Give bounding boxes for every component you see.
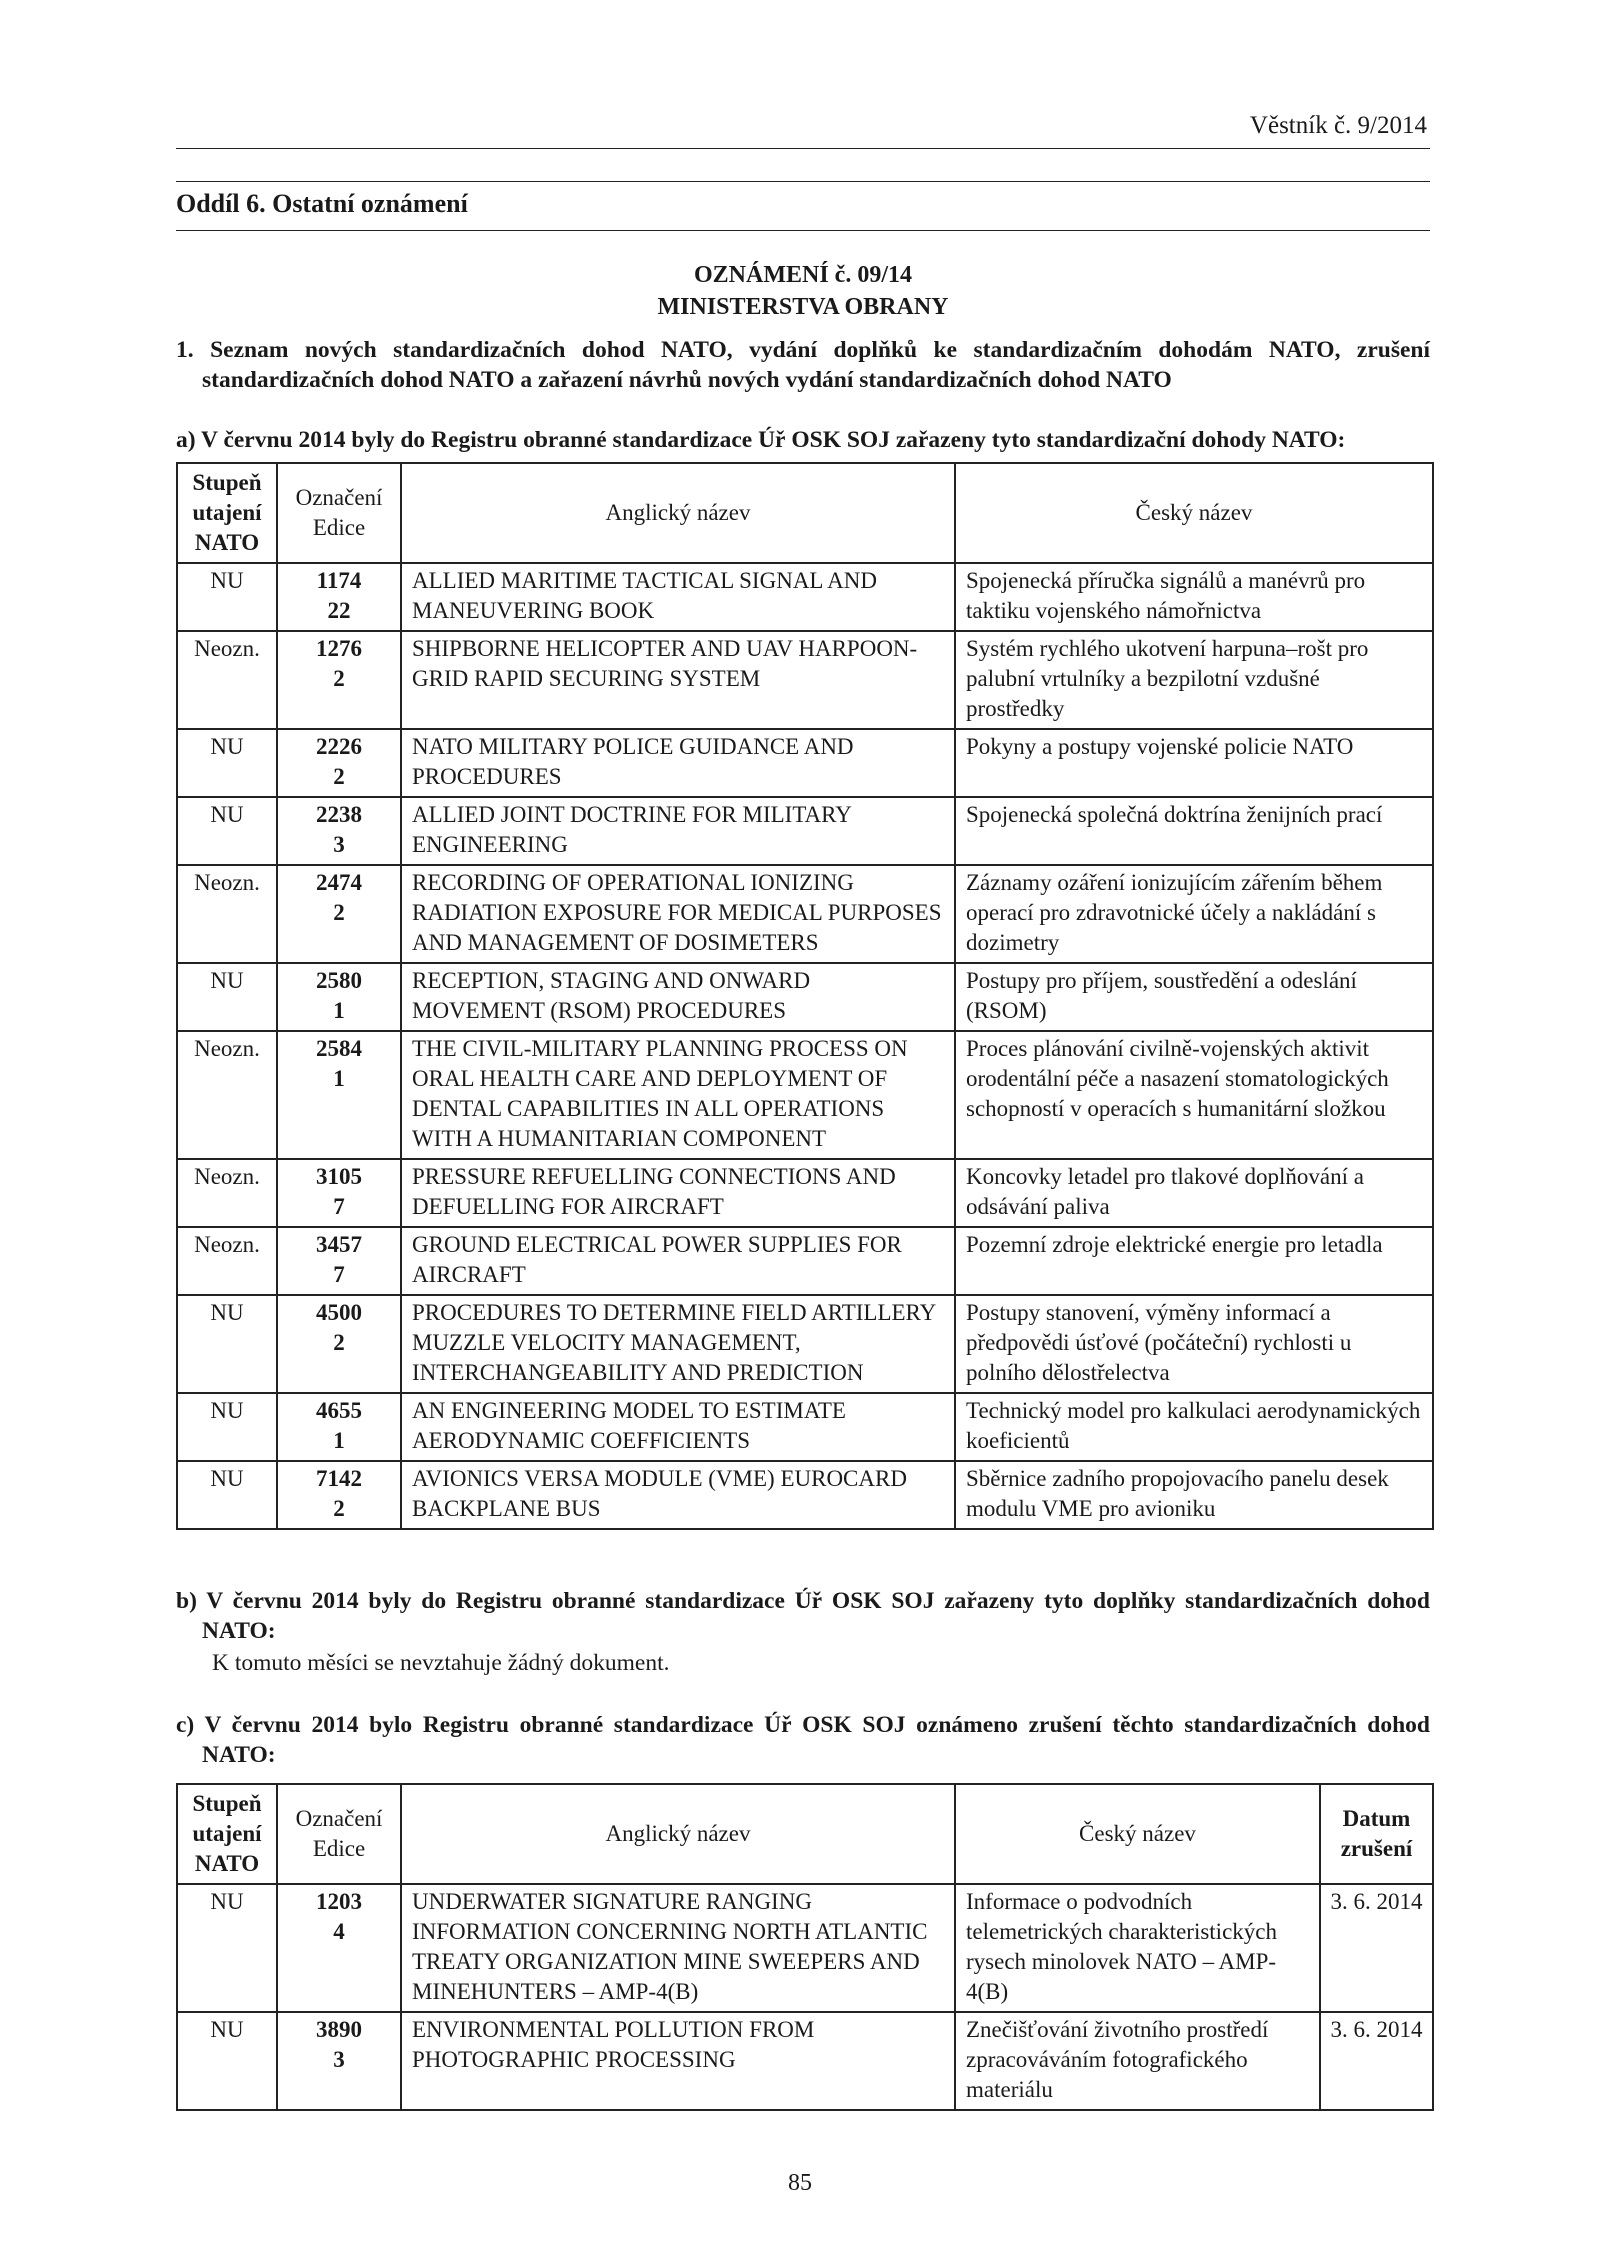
czech-title-cell: Postupy stanovení, výměny informací a předpovědi úsťové (počáteční) rychlosti u polního dělostřelectva [955,1295,1433,1393]
table-header-row [177,1784,1433,1884]
designation-cell [277,1393,401,1461]
stanag-number: 3890 [316,2017,362,2042]
designation-cell [277,631,401,729]
table-row [177,1295,1433,1393]
edition-number: 3 [333,832,345,857]
czech-title-cell: Záznamy ozáření ionizujícím zářením během operací pro zdravotnické účely a nakládání s dozimetry [955,865,1433,963]
notice-heading [176,259,1430,323]
stanag-number: 2238 [316,802,362,827]
col-header-date: Datum zrušení [1320,1784,1433,1884]
cancellation-date-cell: 3. 6. 2014 [1320,1884,1433,2012]
classification-cell: NU [177,1393,277,1461]
edition-number: 1 [333,1066,345,1091]
english-title-cell: NATO MILITARY POLICE GUIDANCE AND PROCEDURES [401,729,955,797]
english-title-cell: PROCEDURES TO DETERMINE FIELD ARTILLERY MUZZLE VELOCITY MANAGEMENT, INTERCHANGEABILITY AND PREDICTION [401,1295,955,1393]
edition-number: 1 [333,998,345,1023]
intro-paragraph: 1. Seznam nových standardizačních dohod NATO, vydání doplňků ke standardizačním dohodám NATO, zrušení standardizačních dohod NATO a zařazení návrhů nových vydání standardizačních dohod NATO [176,337,1430,393]
stanag-number: 4655 [316,1398,362,1423]
bulletin-issue: Věstník č. 9/2014 [1249,112,1427,139]
czech-title-cell: Technický model pro kalkulaci aerodynamických koeficientů [955,1393,1433,1461]
table-row [177,963,1433,1031]
classification-cell: NU [177,797,277,865]
section-a-rows [177,563,1433,1529]
cancellation-date-cell: 3. 6. 2014 [1320,2012,1433,2110]
section-c-table [176,1783,1434,2111]
classification-cell: NU [177,1884,277,2012]
czech-title-cell: Spojenecká příručka signálů a manévrů pro taktiku vojenského námořnictva [955,563,1433,631]
table-row [177,729,1433,797]
section-c-heading: c) V červnu 2014 bylo Registru obranné standardizace Úř OSK SOJ oznámeno zrušení těchto standardizačních dohod NATO: [176,1712,1430,1768]
edition-number: 1 [333,1428,345,1453]
edition-number: 2 [333,666,345,691]
czech-title-cell: Pokyny a postupy vojenské policie NATO [955,729,1433,797]
designation-cell [277,865,401,963]
english-title-cell: RECORDING OF OPERATIONAL IONIZING RADIATION EXPOSURE FOR MEDICAL PURPOSES AND MANAGEMENT OF DOSIMETERS [401,865,955,963]
czech-title-cell: Systém rychlého ukotvení harpuna–rošt pro palubní vrtulníky a bezpilotní vzdušné prostředky [955,631,1433,729]
col-header-czech: Český název [955,1784,1320,1884]
english-title-cell: SHIPBORNE HELICOPTER AND UAV HARPOON-GRID RAPID SECURING SYSTEM [401,631,955,729]
czech-title-cell: Znečišťování životního prostředí zpracováváním fotografického materiálu [955,2012,1320,2110]
designation-cell [277,729,401,797]
stanag-number: 2580 [316,968,362,993]
czech-title-cell: Sběrnice zadního propojovacího panelu desek modulu VME pro avioniku [955,1461,1433,1529]
czech-title-cell: Informace o podvodních telemetrických charakteristických rysech minolovek NATO – AMP-4(B) [955,1884,1320,2012]
section-b-heading: b) V červnu 2014 byly do Registru obranné standardizace Úř OSK SOJ zařazeny tyto doplňky standardizačních dohod NATO: [176,1588,1430,1644]
czech-title-cell: Koncovky letadel pro tlakové doplňování a odsávání paliva [955,1159,1433,1227]
designation-cell [277,1227,401,1295]
designation-cell [277,797,401,865]
stanag-number: 4500 [316,1300,362,1325]
table-row [177,1159,1433,1227]
table-row [177,1031,1433,1159]
stanag-number: 3105 [316,1164,362,1189]
section-c-rows [177,1884,1433,2110]
stanag-number: 2474 [316,870,362,895]
classification-cell: Neozn. [177,1031,277,1159]
stanag-number: 7142 [316,1466,362,1491]
english-title-cell: ALLIED MARITIME TACTICAL SIGNAL AND MANEUVERING BOOK [401,563,955,631]
edition-number: 2 [333,1330,345,1355]
table-row [177,1393,1433,1461]
col-header-designation: Označení Edice [277,463,401,563]
table-row [177,1884,1433,2012]
classification-cell: NU [177,963,277,1031]
table-row [177,1227,1433,1295]
designation-cell [277,1295,401,1393]
notice-title: OZNÁMENÍ č. 09/14 [694,262,912,288]
stanag-number: 2226 [316,734,362,759]
section-b-text: K tomuto měsíci se nevztahuje žádný dokument. [212,1650,670,1676]
edition-number: 7 [333,1262,345,1287]
czech-title-cell: Spojenecká společná doktrína ženijních prací [955,797,1433,865]
classification-cell: NU [177,1461,277,1529]
classification-cell: NU [177,563,277,631]
stanag-number: 1174 [316,568,362,593]
czech-title-cell: Proces plánování civilně-vojenských aktivit orodentální péče a nasazení stomatologických schopností v operacích s humanitární složkou [955,1031,1433,1159]
classification-cell: NU [177,1295,277,1393]
english-title-cell: ENVIRONMENTAL POLLUTION FROM PHOTOGRAPHIC PROCESSING [401,2012,955,2110]
col-header-english: Anglický název [401,463,955,563]
czech-title-cell: Postupy pro příjem, soustředění a odeslání (RSOM) [955,963,1433,1031]
col-header-english: Anglický název [401,1784,955,1884]
header-rule [176,148,1430,149]
english-title-cell: AVIONICS VERSA MODULE (VME) EUROCARD BACKPLANE BUS [401,1461,955,1529]
classification-cell: NU [177,2012,277,2110]
classification-cell: NU [177,729,277,797]
edition-number: 2 [333,1496,345,1521]
english-title-cell: THE CIVIL-MILITARY PLANNING PROCESS ON ORAL HEALTH CARE AND DEPLOYMENT OF DENTAL CAPABILITIES IN ALL OPERATIONS WITH A HUMANITARIAN COMPONENT [401,1031,955,1159]
stanag-number: 3457 [316,1232,362,1257]
designation-cell [277,1159,401,1227]
col-header-czech: Český název [955,463,1433,563]
col-header-designation: Označení Edice [277,1784,401,1884]
english-title-cell: AN ENGINEERING MODEL TO ESTIMATE AERODYNAMIC COEFFICIENTS [401,1393,955,1461]
english-title-cell: GROUND ELECTRICAL POWER SUPPLIES FOR AIRCRAFT [401,1227,955,1295]
english-title-cell: RECEPTION, STAGING AND ONWARD MOVEMENT (RSOM) PROCEDURES [401,963,955,1031]
col-header-level: Stupeň utajení NATO [177,1784,277,1884]
section-rule-bottom [176,230,1430,231]
section-a-table [176,462,1434,1530]
classification-cell: Neozn. [177,1227,277,1295]
section-a-heading: a) V červnu 2014 byly do Registru obranné standardizace Úř OSK SOJ zařazeny tyto standardizační dohody NATO: [176,427,1346,453]
edition-number: 7 [333,1194,345,1219]
table-row [177,631,1433,729]
classification-cell: Neozn. [177,865,277,963]
edition-number: 22 [327,598,351,623]
notice-ministry: MINISTERSTVA OBRANY [657,294,949,320]
designation-cell [277,2012,401,2110]
table-row [177,797,1433,865]
section-title: Oddíl 6. Ostatní oznámení [176,189,468,218]
stanag-number: 1203 [316,1889,362,1914]
section-rule-top [176,181,1430,182]
designation-cell [277,1031,401,1159]
designation-cell [277,963,401,1031]
table-row [177,1461,1433,1529]
classification-cell: Neozn. [177,1159,277,1227]
czech-title-cell: Pozemní zdroje elektrické energie pro letadla [955,1227,1433,1295]
designation-cell [277,1461,401,1529]
classification-cell: Neozn. [177,631,277,729]
table-row [177,2012,1433,2110]
page-number: 85 [788,2170,812,2196]
edition-number: 3 [333,2047,345,2072]
edition-number: 2 [333,764,345,789]
designation-cell [277,1884,401,2012]
stanag-number: 2584 [316,1036,362,1061]
english-title-cell: PRESSURE REFUELLING CONNECTIONS AND DEFUELLING FOR AIRCRAFT [401,1159,955,1227]
edition-number: 4 [333,1919,345,1944]
designation-cell [277,563,401,631]
english-title-cell: ALLIED JOINT DOCTRINE FOR MILITARY ENGINEERING [401,797,955,865]
col-header-level: Stupeň utajení NATO [177,463,277,563]
stanag-number: 1276 [316,636,362,661]
english-title-cell: UNDERWATER SIGNATURE RANGING INFORMATION CONCERNING NORTH ATLANTIC TREATY ORGANIZATION MINE SWEEPERS AND MINEHUNTERS – AMP-4(B) [401,1884,955,2012]
table-header-row [177,463,1433,563]
table-row [177,563,1433,631]
table-row [177,865,1433,963]
edition-number: 2 [333,900,345,925]
